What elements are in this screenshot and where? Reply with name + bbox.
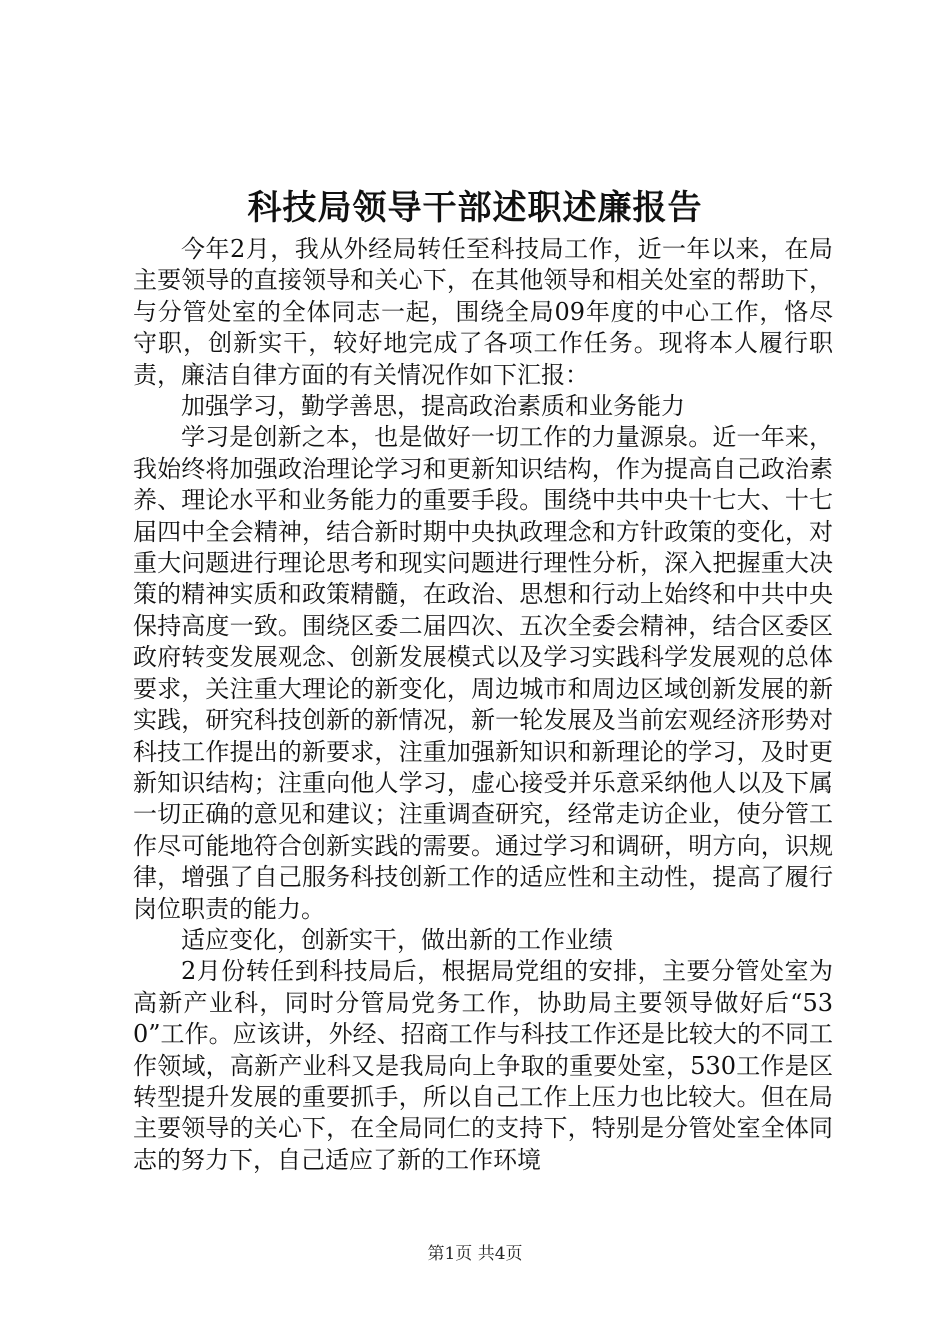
section-heading-adapt: 适应变化，创新实干，做出新的工作业绩 bbox=[181, 925, 613, 954]
adapt-paragraph: 2月份转任到科技局后，根据局党组的安排，主要分管处室为高新产业科，同时分管局党务工作，协助局主要领导做好后“530”工作。应该讲，外经、招商工作与科技工作还是比较大的不同工作领域，高新产业科又是我局向上争取的重要处室，530工作是区转型提升发展的重要抓手，所以自己工作上压力也比较大。但在局主要领导的关心下，在全局同仁的支持下，特别是分管处室全体同志的努力下，自己适应了新的工作环境 bbox=[133, 957, 833, 1174]
document-body bbox=[133, 234, 833, 1176]
section-heading-study: 加强学习，勤学善思，提高政治素质和业务能力 bbox=[181, 392, 685, 421]
intro-paragraph: 今年2月，我从外经局转任至科技局工作，近一年以来，在局主要领导的直接领导和关心下，在其他领导和相关处室的帮助下，与分管处室的全体同志一起，围绕全局09年度的中心工作，恪尽守职，创新实干，较好地完成了各项工作任务。现将本人履行职责，廉洁自律方面的有关情况作如下汇报： bbox=[133, 235, 833, 389]
document-title: 科技局领导干部述职述廉报告 bbox=[247, 188, 703, 228]
study-paragraph: 学习是创新之本，也是做好一切工作的力量源泉。近一年来，我始终将加强政治理论学习和更新知识结构，作为提高自己政治素养、理论水平和业务能力的重要手段。围绕中共中央十七大、十七届四中全会精神，结合新时期中央执政理念和方针政策的变化，对重大问题进行理论思考和现实问题进行理性分析，深入把握重大决策的精神实质和政策精髓，在政治、思想和行动上始终和中共中央保持高度一致。围绕区委二届四次、五次全委会精神，结合区委区政府转变发展观念、创新发展模式以及学习实践科学发展观的总体要求，关注重大理论的新变化，周边城市和周边区域创新发展的新实践，研究科技创新的新情况，新一轮发展及当前宏观经济形势对科技工作提出的新要求，注重加强新知识和新理论的学习，及时更新知识结构；注重向他人学习，虚心接受并乐意采纳他人以及下属一切正确的意见和建议；注重调查研究，经常走访企业，使分管工作尽可能地符合创新实践的需要。通过学习和调研，明方向，识规律，增强了自己服务科技创新工作的适应性和主动性，提高了履行岗位职责的能力。 bbox=[133, 423, 833, 923]
page-number-footer: 第1页 共4页 bbox=[427, 1244, 523, 1264]
